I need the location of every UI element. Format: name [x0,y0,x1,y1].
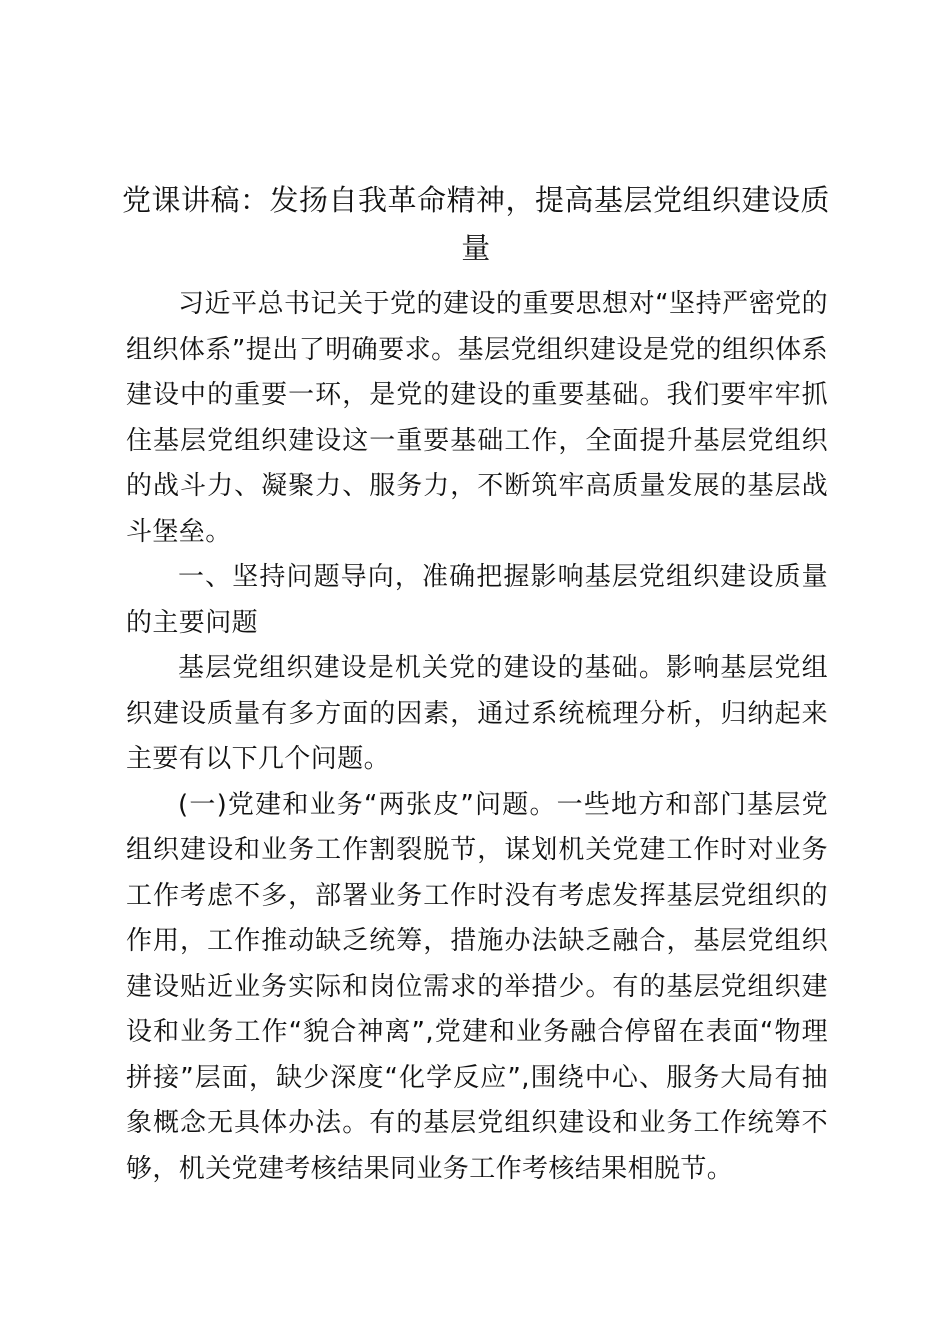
paragraph-section-1: 基层党组织建设是机关党的建设的基础。影响基层党组织建设质量有多方面的因素，通过系统梳理分析，归纳起来主要有以下几个问题。 [126,653,828,774]
section-heading-1: 一、坚持问题导向，准确把握影响基层党组织建设质量的主要问题 [126,562,828,638]
paragraph-subsection-1: (一)党建和业务“两张皮”问题。一些地方和部门基层党组织建设和业务工作割裂脱节，谋划机关党建工作时对业务工作考虑不多，部署业务工作时没有考虑发挥基层党组织的作用，工作推动缺乏统筹，措施办法缺乏融合，基层党组织建设贴近业务实际和岗位需求的举措少。有的基层党组织建设和业务工作“貌合神离”,党建和业务融合停留在表面“物理拼接”层面，缺少深度“化学反应”,围绕中心、服务大局有抽象概念无具体办法。有的基层党组织建设和业务工作统筹不够，机关党建考核结果同业务工作考核结果相脱节。 [126,789,828,1184]
paragraph-intro: 习近平总书记关于党的建设的重要思想对“坚持严密党的组织体系”提出了明确要求。基层党组织建设是党的组织体系建设中的重要一环，是党的建设的重要基础。我们要牢牢抓住基层党组织建设这一重要基础工作，全面提升基层党组织的战斗力、凝聚力、服务力，不断筑牢高质量发展的基层战斗堡垒。 [126,289,828,547]
document-title: 党课讲稿：发扬自我革命精神，提高基层党组织建设质量 [121,183,830,265]
document-body [126,282,828,1192]
